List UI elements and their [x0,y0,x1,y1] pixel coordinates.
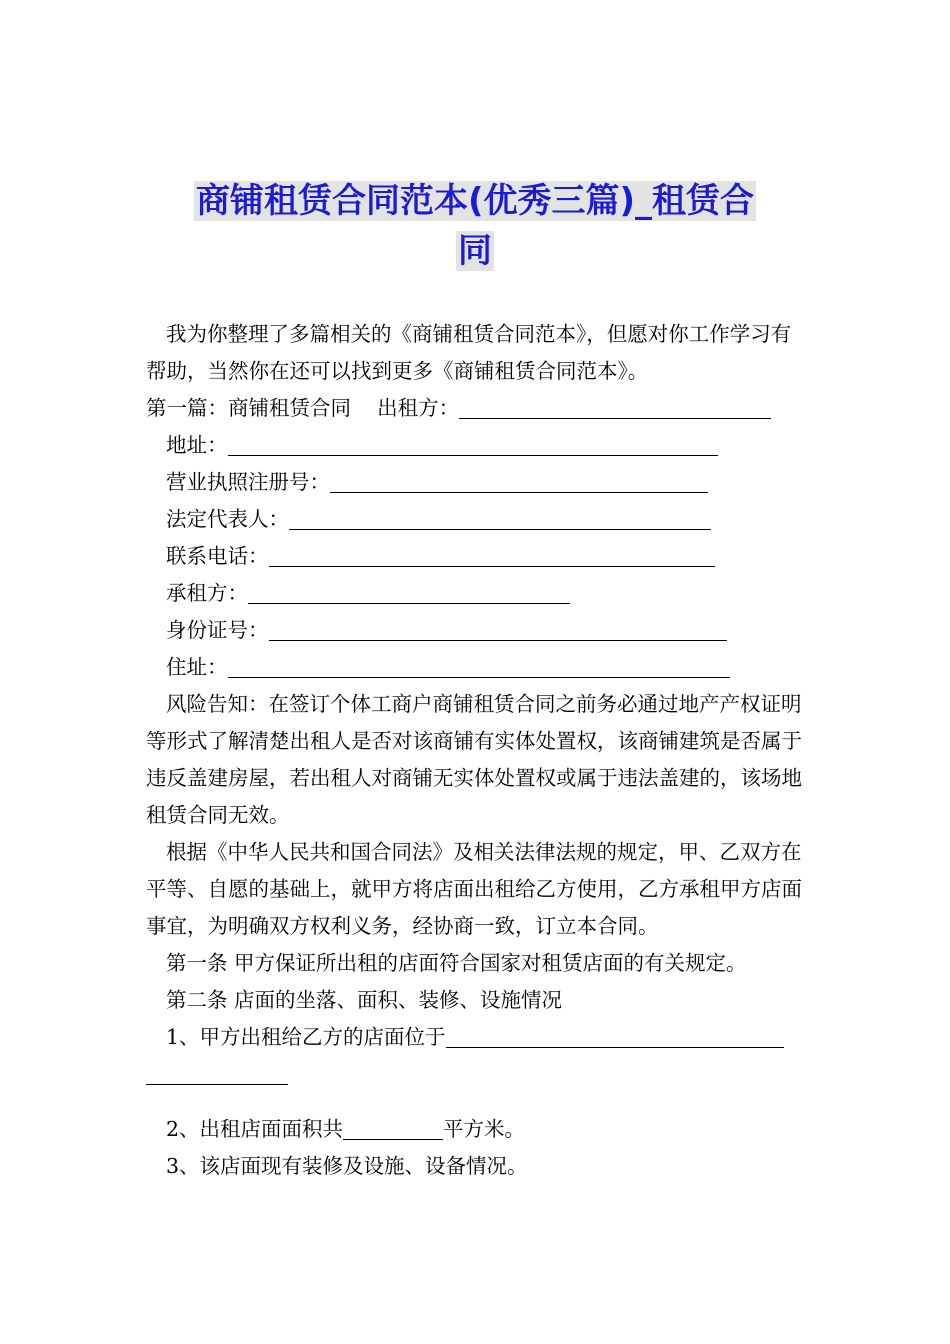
address-line [146,427,808,464]
title-line-2: 同 [458,231,492,271]
id-label: 身份证号： [166,618,269,642]
address-label: 地址： [166,433,228,457]
residence-line [146,649,808,686]
id-blank [269,618,727,641]
lessee-label: 承租方： [166,581,248,605]
item-2-line [146,1111,808,1148]
item-1-continuation [146,1056,808,1093]
intro-paragraph: 我为你整理了多篇相关的《商铺租赁合同范本》，但愿对你工作学习有帮助，当然你在还可以找到更多《商铺租赁合同范本》。 [146,322,792,383]
item-1-blank-continued [146,1062,288,1085]
lessor-label: 出租方： [377,396,460,420]
item-2-blank [343,1117,443,1140]
risk-notice-paragraph: 风险告知：在签订个体工商户商铺租赁合同之前务必通过地产产权证明等形式了解清楚出租人是否对该商铺有实体处置权，该商铺建筑是否属于违反盖建房屋，若出租人对商铺无实体处置权或属于违法盖建的，该场地租赁合同无效。 [146,692,802,827]
address-blank [228,433,718,456]
lessee-blank [248,581,570,604]
item-2-prefix: 2、出租店面面积共 [166,1117,344,1141]
item-1-label: 1、甲方出租给乙方的店面位于 [166,1025,446,1049]
phone-line [146,538,808,575]
basis-paragraph: 根据《中华人民共和国合同法》及相关法律法规的规定，甲、乙双方在平等、自愿的基础上，就甲方将店面出租给乙方使用，乙方承租甲方店面事宜，为明确双方权利义务，经协商一致，订立本合同。 [146,840,802,938]
lessee-line [146,575,808,612]
item-3-line [146,1148,808,1185]
license-blank [330,470,708,493]
lessor-blank [459,396,771,419]
phone-label: 联系电话： [166,544,269,568]
spacer [146,1093,808,1111]
item-3-text: 3、该店面现有装修及设施、设备情况。 [166,1154,528,1178]
document-body [146,316,808,1185]
id-line [146,612,808,649]
license-label: 营业执照注册号： [166,470,330,494]
document-title [150,176,800,276]
residence-blank [228,655,730,678]
legal-rep-blank [289,507,711,530]
item-1-line [146,1019,808,1056]
legal-rep-label: 法定代表人： [166,507,289,531]
item-1-blank [446,1025,784,1048]
part1-heading-line [146,390,808,427]
license-line [146,464,808,501]
article-2: 第二条 店面的坐落、面积、装修、设施情况 [166,988,563,1012]
part1-heading: 第一篇：商铺租赁合同 [146,396,351,420]
phone-blank [269,544,715,567]
article-1: 第一条 甲方保证所出租的店面符合国家对租赁店面的有关规定。 [166,951,747,975]
item-2-suffix: 平方米。 [443,1117,526,1141]
title-line-1: 商铺租赁合同范本(优秀三篇)_租赁合 [195,181,755,221]
residence-label: 住址： [166,655,228,679]
legal-rep-line [146,501,808,538]
